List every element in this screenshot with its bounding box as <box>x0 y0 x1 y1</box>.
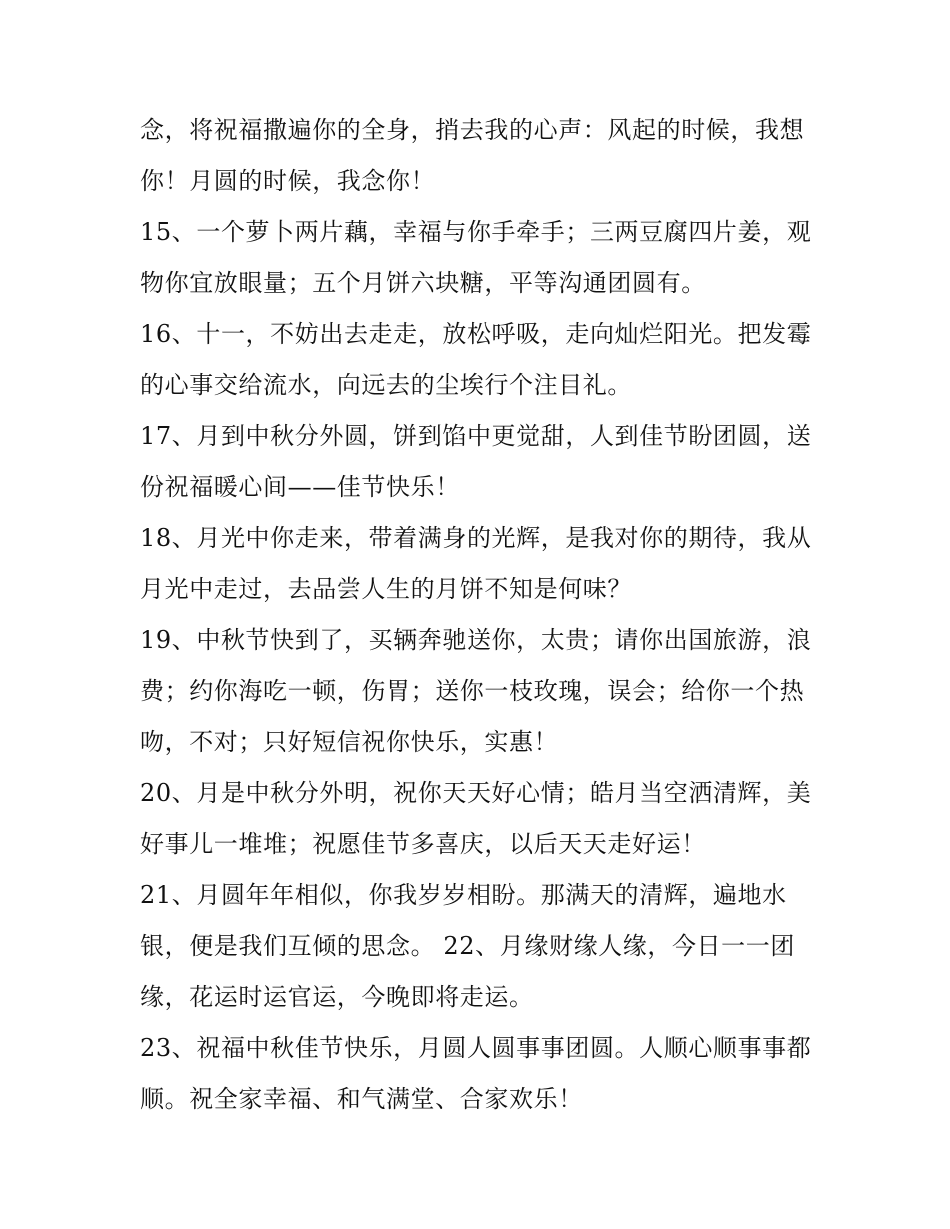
text-line: 月光中走过，去品尝人生的月饼不知是何味？ <box>140 575 632 603</box>
text-line: 的心事交给流水，向远去的尘埃行个注目礼。 <box>140 371 632 399</box>
text-line: 21、月圆年年相似，你我岁岁相盼。那满天的清辉，遍地水 <box>140 881 787 909</box>
text-line: 念，将祝福撒遍你的全身，捎去我的心声：风起的时候，我想 <box>140 116 805 144</box>
text-line: 费；约你海吃一顿，伤胃；送你一枝玫瑰，误会；给你一个热 <box>140 677 805 705</box>
text-line: 份祝福暖心间——佳节快乐！ <box>140 473 460 501</box>
text-line: 23、祝福中秋佳节快乐，月圆人圆事事团圆。人顺心顺事事都 <box>140 1034 812 1062</box>
text-line: 银，便是我们互倾的思念。 22、月缘财缘人缘，今日一一团 <box>140 932 795 960</box>
text-line: 19、中秋节快到了，买辆奔驰送你，太贵；请你出国旅游，浪 <box>140 626 812 654</box>
document-body <box>140 105 830 1125</box>
text-line: 15、一个萝卜两片藕，幸福与你手牵手；三两豆腐四片姜，观 <box>140 218 812 246</box>
text-line: 顺。祝全家幸福、和气满堂、合家欢乐！ <box>140 1085 583 1113</box>
text-line: 吻，不对；只好短信祝你快乐，实惠！ <box>140 728 559 756</box>
text-line: 你！月圆的时候，我念你！ <box>140 167 436 195</box>
text-line: 18、月光中你走来，带着满身的光辉，是我对你的期待，我从 <box>140 524 812 552</box>
text-line: 缘，花运时运官运，今晚即将走运。 <box>140 983 534 1011</box>
text-line: 20、月是中秋分外明，祝你天天好心情；皓月当空洒清辉，美 <box>140 779 812 807</box>
text-line: 好事儿一堆堆；祝愿佳节多喜庆，以后天天走好运！ <box>140 830 706 858</box>
text-line: 物你宜放眼量；五个月饼六块糖，平等沟通团圆有。 <box>140 269 706 297</box>
text-line: 17、月到中秋分外圆，饼到馅中更觉甜，人到佳节盼团圆，送 <box>140 422 812 450</box>
text-line: 16、十一，不妨出去走走，放松呼吸，走向灿烂阳光。把发霉 <box>140 320 812 348</box>
